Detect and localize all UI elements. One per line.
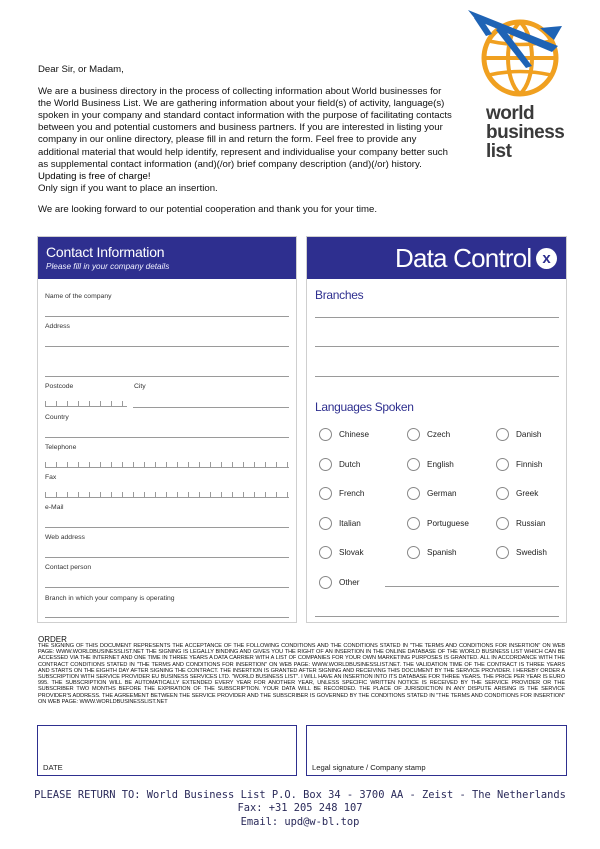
language-label: Dutch xyxy=(339,459,361,469)
country-field[interactable] xyxy=(45,437,289,438)
language-label: Chinese xyxy=(339,430,370,439)
language-label: Swedish xyxy=(516,548,547,558)
company-name-label: Name of the company xyxy=(45,293,112,300)
language-radio[interactable] xyxy=(496,428,509,441)
language-radio[interactable] xyxy=(407,546,420,559)
contact-panel-subtitle: Please fill in your company details xyxy=(46,262,170,271)
fax-field[interactable] xyxy=(45,485,289,498)
letter-body-sign: Only sign if you want to place an insertion. xyxy=(38,182,218,194)
language-label: Spanish xyxy=(427,548,457,558)
language-radio[interactable] xyxy=(496,546,509,559)
footer-address: PLEASE RETURN TO: World Business List P.O. Box 34 - 3700 AA - Zeist - The Netherlands xyxy=(34,789,566,801)
logo-wordmark xyxy=(486,104,564,161)
date-box[interactable] xyxy=(37,725,297,776)
letter-body-main: We are a business directory in the process of collecting information about World businesses for the World Business List. We are gathering information about your field(s) of activity, language(s) spoken in your company and standard contact information with the purpose of facilitating contacts between you and potential customers and business partners. If you are interested in listing your company in our online directory, please fill in and return the form. Feel free to provide any additional material that would help identify, represent and individualise your company better such as supplemental contact information (and)(/or) brief company description (and)(/or) history. xyxy=(38,86,452,170)
company-name-field[interactable] xyxy=(45,316,289,317)
language-label: Greek xyxy=(516,489,539,499)
footer-fax: Fax: +31 205 248 107 xyxy=(237,802,363,815)
date-label: DATE xyxy=(43,763,63,772)
language-radio[interactable] xyxy=(407,428,420,441)
web-address-label: Web address xyxy=(45,534,85,541)
letter-greeting: Dear Sir, or Madam, xyxy=(38,64,124,75)
postcode-label: Postcode xyxy=(45,383,74,390)
email-field[interactable] xyxy=(45,527,289,528)
logo-word-3: list xyxy=(486,141,512,162)
languages-title: Languages Spoken xyxy=(315,400,414,414)
world-business-list-logo xyxy=(462,6,570,166)
order-terms: THE SIGNING OF THIS DOCUMENT REPRESENTS THE ACCEPTANCE OF THE FOLLOWING CONDITIONS AND THE CONDITIONS STATED IN "THE TERMS AND CONDITIONS FOR INSERTION" ON WEB PAGE: WWW.WORLDBUSINESSLIST.NET THE SIGNING IS LEGALLY BINDING AND GIVES YOU THE RIGHT OF AN INSERTION IN THE ONLINE DATABASE OF THE WORLD BUSINESS LIST WHICH CAN BE ACCESSED VIA THE INTERNET AND ONE TIME IN THREE YEARS A DATA CARRIER WITH A LIST OF COMPANIES FOR YOUR OWN MARKETING PURPOSES IS GRANTED. ALL IN ACCORDANCE WITH THE CONTRACT CONDITIONS STATED IN "THE TERMS AND CONDITIONS FOR INSERTION" ON WEB PAGE: WWW.WORLDBUSINESSLIST.NET. THE VALIDATION TIME OF THE CONTRACT IS THREE YEARS AND STARTS ON THE EIGHTH DAY AFTER SIGNING THE CONTRACT. THE INSERTION IS GRANTED AFTER SIGNING AND RECEIVING THIS DOCUMENT BY THE SERVICE PROVIDER. I HEREBY ORDER A SUBSCRIPTION WITH SERVICE PROVIDER EU BUSINESS SERVICES LTD. "WORLD BUSINESS LIST". I WILL HAVE AN INSERTION INTO ITS DATABASE FOR THREE YEARS. THE PRICE PER YEAR IS EURO 995. THE SUBSCRIPTION WILL BE AUTOMATICALLY EXTENDED EVERY YEAR FOR ANOTHER YEAR, UNLESS SPECIFIC WRITTEN NOTICE IS RECEIVED BY THE SERVICE PROVIDER OR THE SUBSCRIBER TWO MONTHS BEFORE THE EXPIRATION OF THE SUBSCRIPTION. YOUR DATA WILL BE RECORDED. THE PLACE OF JURISDICTION IN ANY DISPUTE ARISING IS THE SERVICE PROVIDER'S ADDRESS. THE AGREEMENT BETWEEN THE SERVICE PROVIDER AND THE SUBSCRIBER IS GOVERNED BY THE CONDITIONS STATED IN "THE TERMS AND CONDITIONS FOR INSERTION" ON WEB PAGE: WWW.WORLDBUSINESSLIST.NET xyxy=(38,643,565,705)
language-label: Portuguese xyxy=(427,518,469,528)
letter-body-free: Updating is free of charge! xyxy=(38,170,151,182)
signature-label: Legal signature / Company stamp xyxy=(312,763,426,772)
close-icon: x xyxy=(536,248,557,269)
logo-word-2: business xyxy=(486,122,565,143)
address-label: Address xyxy=(45,323,70,330)
language-label: Finnish xyxy=(516,459,543,469)
language-radio[interactable] xyxy=(407,517,420,530)
language-label: Russian xyxy=(516,518,546,528)
branch-label: Branch in which your company is operating xyxy=(45,595,175,602)
contact-panel-header xyxy=(38,237,296,279)
language-label: French xyxy=(339,489,365,499)
languages-bottom-line[interactable] xyxy=(315,616,559,617)
signature-box[interactable] xyxy=(306,725,567,776)
data-control-header xyxy=(307,237,566,279)
language-radio[interactable] xyxy=(319,487,332,500)
postcode-field[interactable] xyxy=(45,394,127,407)
branches-title: Branches xyxy=(315,288,364,302)
telephone-field[interactable] xyxy=(45,455,289,468)
city-label: City xyxy=(134,383,146,390)
language-label: Danish xyxy=(516,430,542,439)
language-label: Italian xyxy=(339,518,361,528)
address-field-line-2[interactable] xyxy=(45,376,289,377)
data-control-panel xyxy=(306,236,567,623)
web-address-field[interactable] xyxy=(45,557,289,558)
contact-panel-title: Contact Information xyxy=(46,244,165,260)
language-radio[interactable] xyxy=(496,458,509,471)
contact-person-field[interactable] xyxy=(45,587,289,588)
language-radio[interactable] xyxy=(319,546,332,559)
language-radio[interactable] xyxy=(319,428,332,441)
order-title: ORDER xyxy=(38,635,67,644)
address-field-line-1[interactable] xyxy=(45,346,289,347)
language-label: Czech xyxy=(427,430,451,439)
city-field[interactable] xyxy=(133,407,289,408)
language-label: German xyxy=(427,489,457,499)
branch-field[interactable] xyxy=(45,617,289,618)
branches-line-2[interactable] xyxy=(315,346,559,347)
letter-body xyxy=(38,86,453,195)
email-label: e-Mail xyxy=(45,504,64,511)
globe-plane-icon xyxy=(462,6,570,106)
contact-person-label: Contact person xyxy=(45,564,92,571)
language-radio[interactable] xyxy=(407,487,420,500)
language-radio[interactable] xyxy=(496,487,509,500)
language-radio[interactable] xyxy=(319,576,332,589)
logo-word-1: world xyxy=(486,103,535,124)
contact-information-panel xyxy=(37,236,297,623)
fax-label: Fax xyxy=(45,474,57,481)
language-radio[interactable] xyxy=(319,458,332,471)
footer-email: Email: upd@w-bl.top xyxy=(240,815,360,828)
language-label: Other xyxy=(339,578,360,587)
letter-closing: We are looking forward to our potential cooperation and thank you for your time. xyxy=(38,203,377,215)
cover-letter xyxy=(38,64,453,216)
language-radio[interactable] xyxy=(407,458,420,471)
branches-line-3[interactable] xyxy=(315,376,559,377)
language-radio[interactable] xyxy=(319,517,332,530)
other-language-field[interactable] xyxy=(385,586,559,587)
return-address-footer xyxy=(0,789,600,829)
country-label: Country xyxy=(45,414,69,421)
branches-line-1[interactable] xyxy=(315,317,559,318)
language-label: Slovak xyxy=(339,548,364,558)
language-radio[interactable] xyxy=(496,517,509,530)
telephone-label: Telephone xyxy=(45,444,77,451)
data-control-title: Data Control xyxy=(395,243,532,273)
language-label: English xyxy=(427,459,454,469)
